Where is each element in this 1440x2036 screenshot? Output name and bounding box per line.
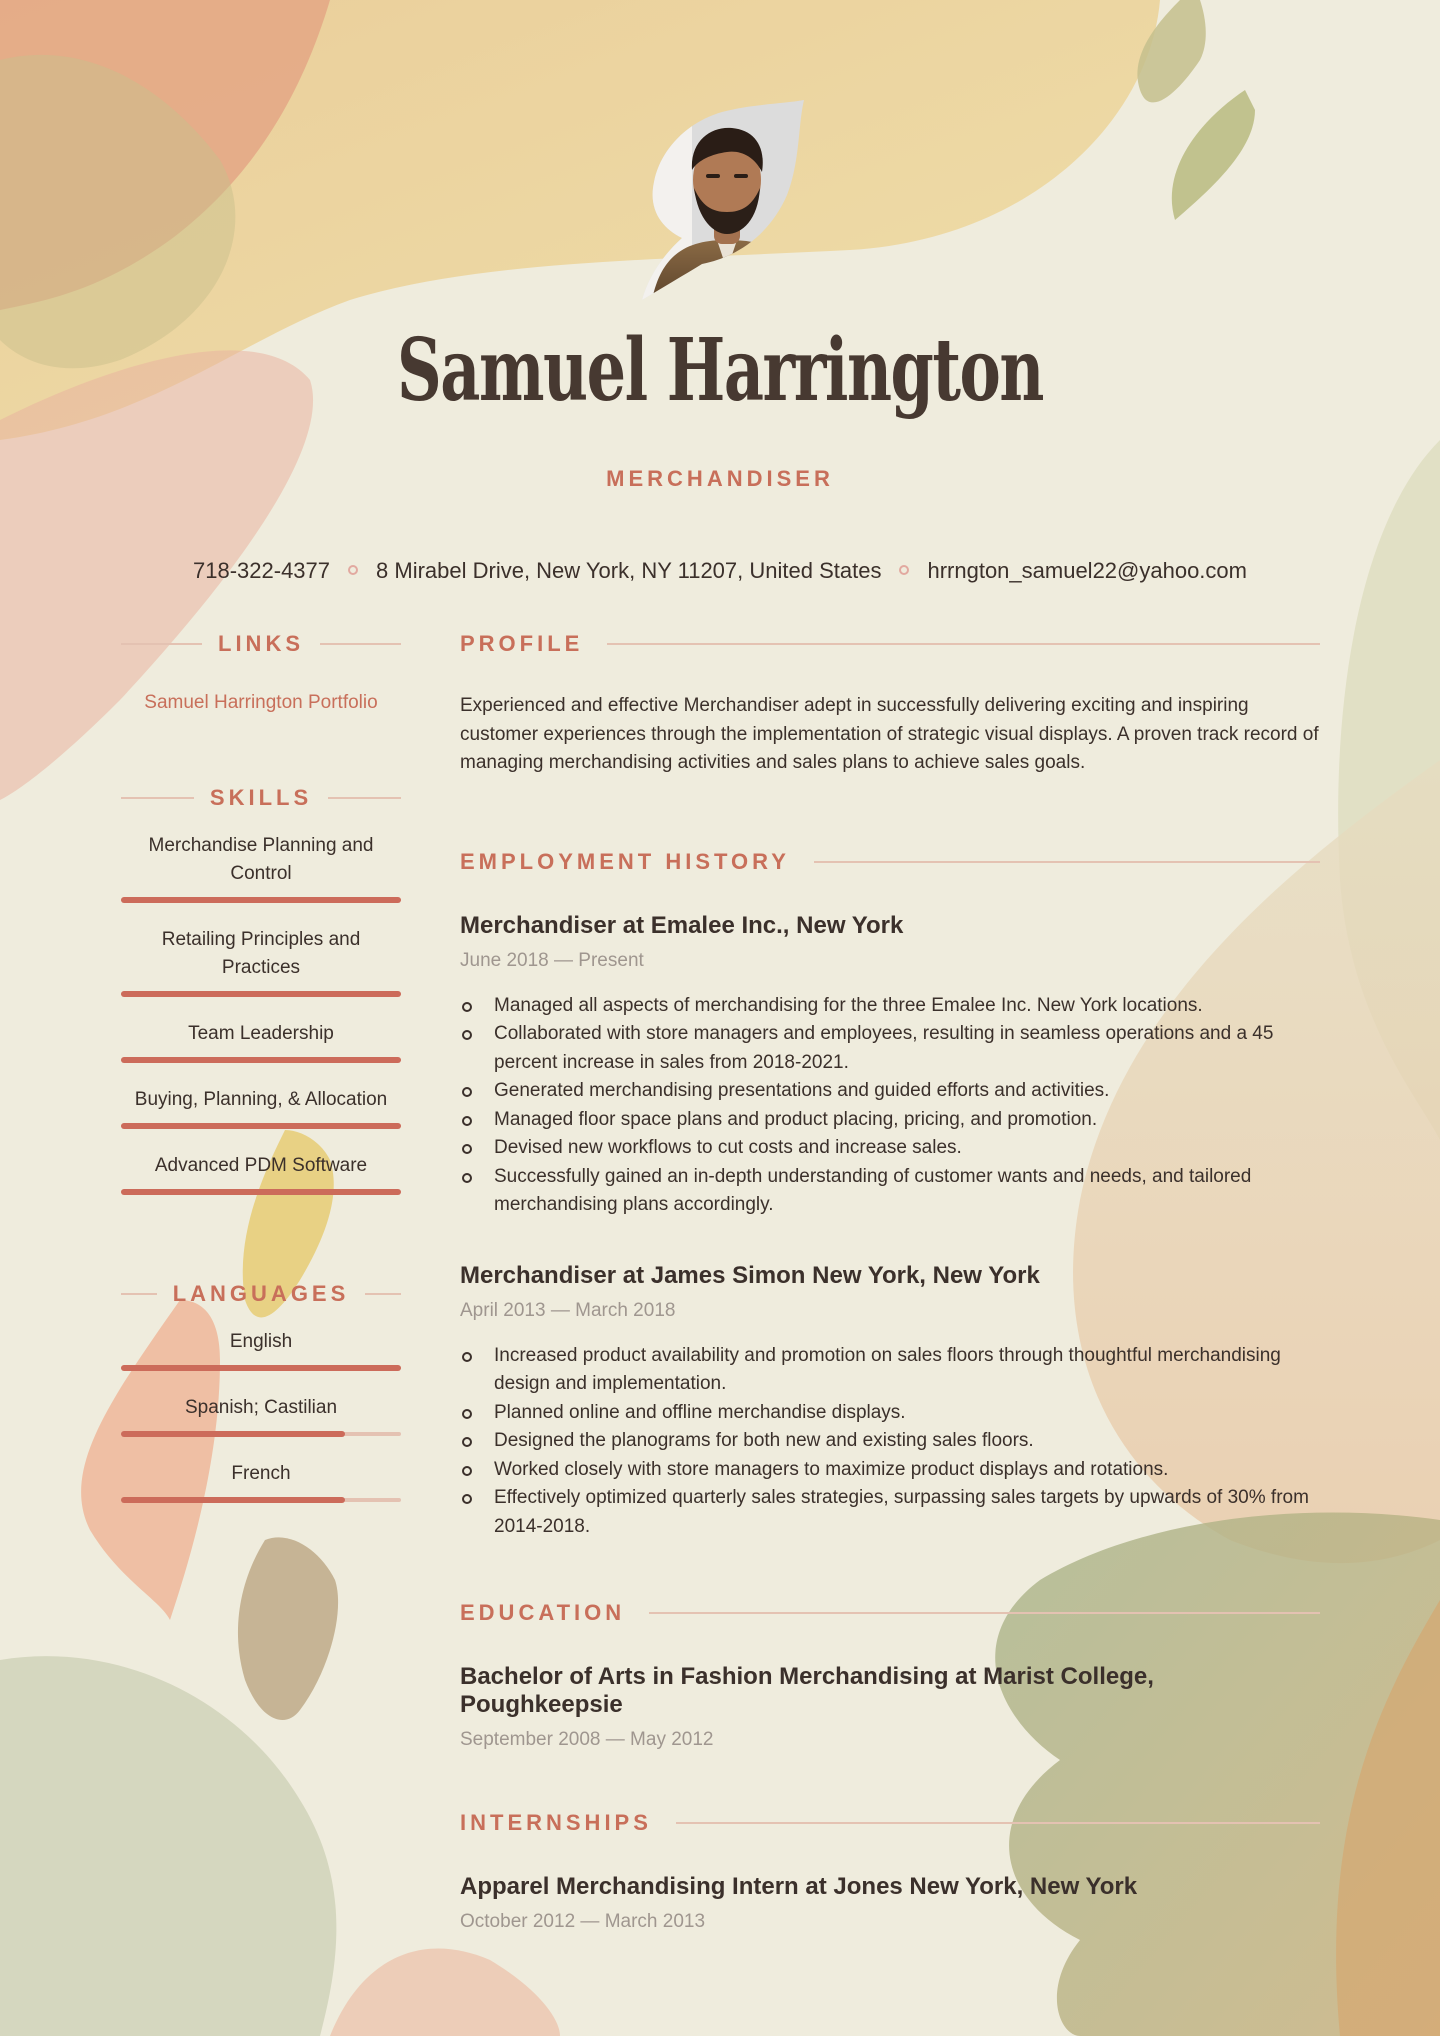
employment-heading: EMPLOYMENT HISTORY <box>460 848 1320 876</box>
skill-level-fill <box>121 991 401 997</box>
main-content <box>460 630 1320 1933</box>
skill-label: Team Leadership <box>188 1023 334 1044</box>
profile-heading: PROFILE <box>460 630 1320 658</box>
address: 8 Mirabel Drive, New York, NY 11207, United States <box>376 558 882 583</box>
language-item <box>121 1394 401 1436</box>
skill-item <box>121 926 401 996</box>
job-role: MERCHANDISER <box>606 466 834 491</box>
languages-heading: LANGUAGES <box>121 1280 401 1308</box>
language-label: French <box>231 1463 291 1484</box>
language-item <box>121 1328 401 1370</box>
language-level-fill <box>121 1497 345 1503</box>
job-title: Merchandiser at Emalee Inc., New York <box>460 911 904 939</box>
skill-level-fill <box>121 1123 401 1129</box>
internship-entry <box>460 1873 1320 1933</box>
list-item: Worked closely with store managers to maximize product displays and rotations. <box>460 1456 1320 1485</box>
sidebar <box>121 630 401 1502</box>
job-entry <box>460 912 1320 1220</box>
language-level-fill <box>121 1431 345 1437</box>
skill-level-bar <box>121 1124 401 1128</box>
skill-level-fill <box>121 1189 401 1195</box>
skills-heading: SKILLS <box>121 784 401 812</box>
links-heading: LINKS <box>121 630 401 658</box>
skill-item <box>121 1086 401 1128</box>
skill-label: Retailing Principles and Practices <box>161 929 361 978</box>
education-entry <box>460 1663 1320 1751</box>
skill-level-bar <box>121 1190 401 1194</box>
skill-level-bar <box>121 898 401 902</box>
phone-number: 718-322-4377 <box>193 558 331 583</box>
list-item: Designed the planograms for both new and existing sales floors. <box>460 1427 1320 1456</box>
skill-level-bar <box>121 1058 401 1062</box>
internship-title: Apparel Merchandising Intern at Jones New York, New York <box>460 1873 1138 1900</box>
language-item <box>121 1460 401 1502</box>
skill-level-fill <box>121 1057 401 1063</box>
list-item: Collaborated with store managers and employees, resulting in seamless operations and a 45 percent increase in sales from 2018-2021. <box>460 1020 1320 1077</box>
language-level-bar <box>121 1366 401 1370</box>
profile-photo <box>632 100 810 300</box>
job-bullets <box>460 992 1320 1220</box>
skill-label: Merchandise Planning and Control <box>148 835 374 884</box>
job-title: Merchandiser at James Simon New York, New York <box>460 1261 1040 1289</box>
list-item: Successfully gained an in-depth understanding of customer wants and needs, and tailored merchandising plans accordingly. <box>460 1163 1320 1220</box>
email-address: hrrngton_samuel22@yahoo.com <box>927 558 1247 583</box>
contact-line <box>0 558 1440 584</box>
portfolio-link[interactable]: Samuel Harrington Portfolio <box>144 692 378 713</box>
job-entry <box>460 1262 1320 1542</box>
skills-list <box>121 832 401 1194</box>
language-level-fill <box>121 1365 401 1371</box>
job-dates: June 2018 — Present <box>460 949 644 971</box>
degree-title: Bachelor of Arts in Fashion Merchandising at Marist College, Poughkeepsie <box>460 1663 1154 1718</box>
language-level-bar <box>121 1498 401 1502</box>
list-item: Planned online and offline merchandise displays. <box>460 1399 1320 1428</box>
skill-label: Buying, Planning, & Allocation <box>134 1089 388 1110</box>
separator-dot-icon <box>899 565 909 575</box>
profile-text: Experienced and effective Merchandiser adept in successfully delivering exciting and inspiring customer experiences through the implementation of strategic visual displays. A proven track record of managing merchandising activities and sales plans to achieve sales goals. <box>460 695 1319 773</box>
internships-heading: INTERNSHIPS <box>460 1809 1320 1837</box>
skill-item <box>121 1020 401 1062</box>
list-item: Managed all aspects of merchandising for the three Emalee Inc. New York locations. <box>460 992 1320 1021</box>
language-label: Spanish; Castilian <box>184 1397 338 1418</box>
job-bullets <box>460 1342 1320 1542</box>
languages-list <box>121 1328 401 1502</box>
skill-item <box>121 1152 401 1194</box>
separator-dot-icon <box>348 565 358 575</box>
list-item: Effectively optimized quarterly sales strategies, surpassing sales targets by upwards of 30% from 2014-2018. <box>460 1484 1320 1541</box>
skill-label: Advanced PDM Software <box>154 1155 368 1176</box>
language-level-bar <box>121 1432 401 1436</box>
list-item: Generated merchandising presentations and guided efforts and activities. <box>460 1077 1320 1106</box>
language-label: English <box>229 1331 293 1352</box>
job-dates: April 2013 — March 2018 <box>460 1299 676 1321</box>
skill-level-bar <box>121 992 401 996</box>
list-item: Devised new workflows to cut costs and increase sales. <box>460 1134 1320 1163</box>
candidate-name: Samuel Harrington <box>397 320 1043 421</box>
skill-level-fill <box>121 897 401 903</box>
list-item: Increased product availability and promotion on sales floors through thoughtful merchandising design and implementation. <box>460 1342 1320 1399</box>
list-item: Managed floor space plans and product placing, pricing, and promotion. <box>460 1106 1320 1135</box>
education-dates: September 2008 — May 2012 <box>460 1729 714 1750</box>
education-heading: EDUCATION <box>460 1599 1320 1627</box>
internship-dates: October 2012 — March 2013 <box>460 1911 706 1932</box>
skill-item <box>121 832 401 902</box>
